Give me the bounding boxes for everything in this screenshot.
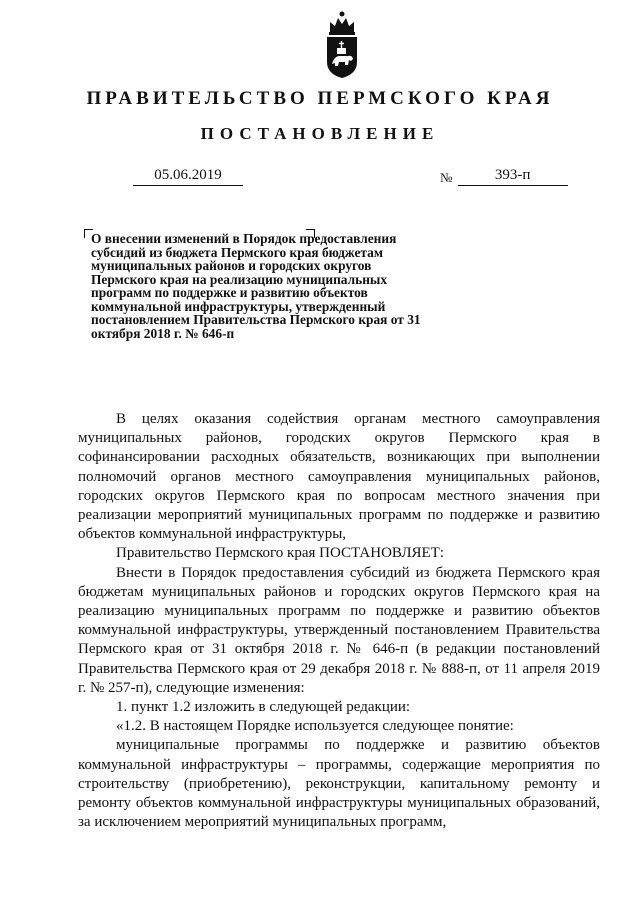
body-paragraph: муниципальные программы по поддержке и развитию объектов коммунальной инфраструктуры – программы, содержащие мероприятия по строительству (приобретению), реконструкции, капитальному ремонту и ремонту объектов коммунальной инфраструктуры муниципальных образований, за исключением мероприятий муниципальных программ,	[78, 737, 600, 831]
body-paragraph: «1.2. В настоящем Порядке используется следующее понятие:	[116, 718, 514, 735]
body-paragraph: 1. пункт 1.2 изложить в следующей редакции:	[116, 699, 411, 716]
document-subject: О внесении изменений в Порядок предоставления субсидий из бюджета Пермского края бюджетам муниципальных районов и городских округов Пермского края на реализацию муниципальных программ по поддержке и развитию объектов коммунальной инфраструктуры, утвержденный постановлением Правительства Пермского края от 31 октября 2018 г. № 646-п	[91, 231, 421, 341]
document-date: 05.06.2019	[133, 167, 243, 186]
number-label: №	[440, 170, 453, 185]
document-type: ПОСТАНОВЛЕНИЕ	[200, 124, 440, 143]
document-number	[440, 167, 568, 186]
body-paragraph: Внести в Порядок предоставления субсидий из бюджета Пермского края бюджетам муниципальных районов и городских округов Пермского края на реализацию муниципальных программ по поддержке и развитию объектов коммунальной инфраструктуры, утвержденный постановлением Правительства Пермского края от 31 октября 2018 г. № 646-п (в редакции постановлений Правительства Пермского края от 29 декабря 2018 г. № 888-п, от 11 апреля 2019 г. № 257-п), следующие изменения:	[78, 564, 600, 696]
government-title: ПРАВИТЕЛЬСТВО ПЕРМСКОГО КРАЯ	[86, 88, 554, 109]
document-body	[78, 410, 600, 832]
number-value: 393-п	[458, 167, 568, 186]
perm-krai-coat-of-arms-icon	[322, 10, 362, 80]
body-paragraph: Правительство Пермского края ПОСТАНОВЛЯЕТ:	[116, 545, 445, 562]
body-paragraph: В целях оказания содействия органам местного самоуправления муниципальных районов, городских округов Пермского края в софинансировании расходных обязательств, возникающих при выполнении полномочий органов местного самоуправления муниципальных районов, городских округов Пермского края по вопросам местного значения при реализации мероприятий муниципальных программ по поддержке и развитию объектов коммунальной инфраструктуры,	[78, 411, 600, 543]
